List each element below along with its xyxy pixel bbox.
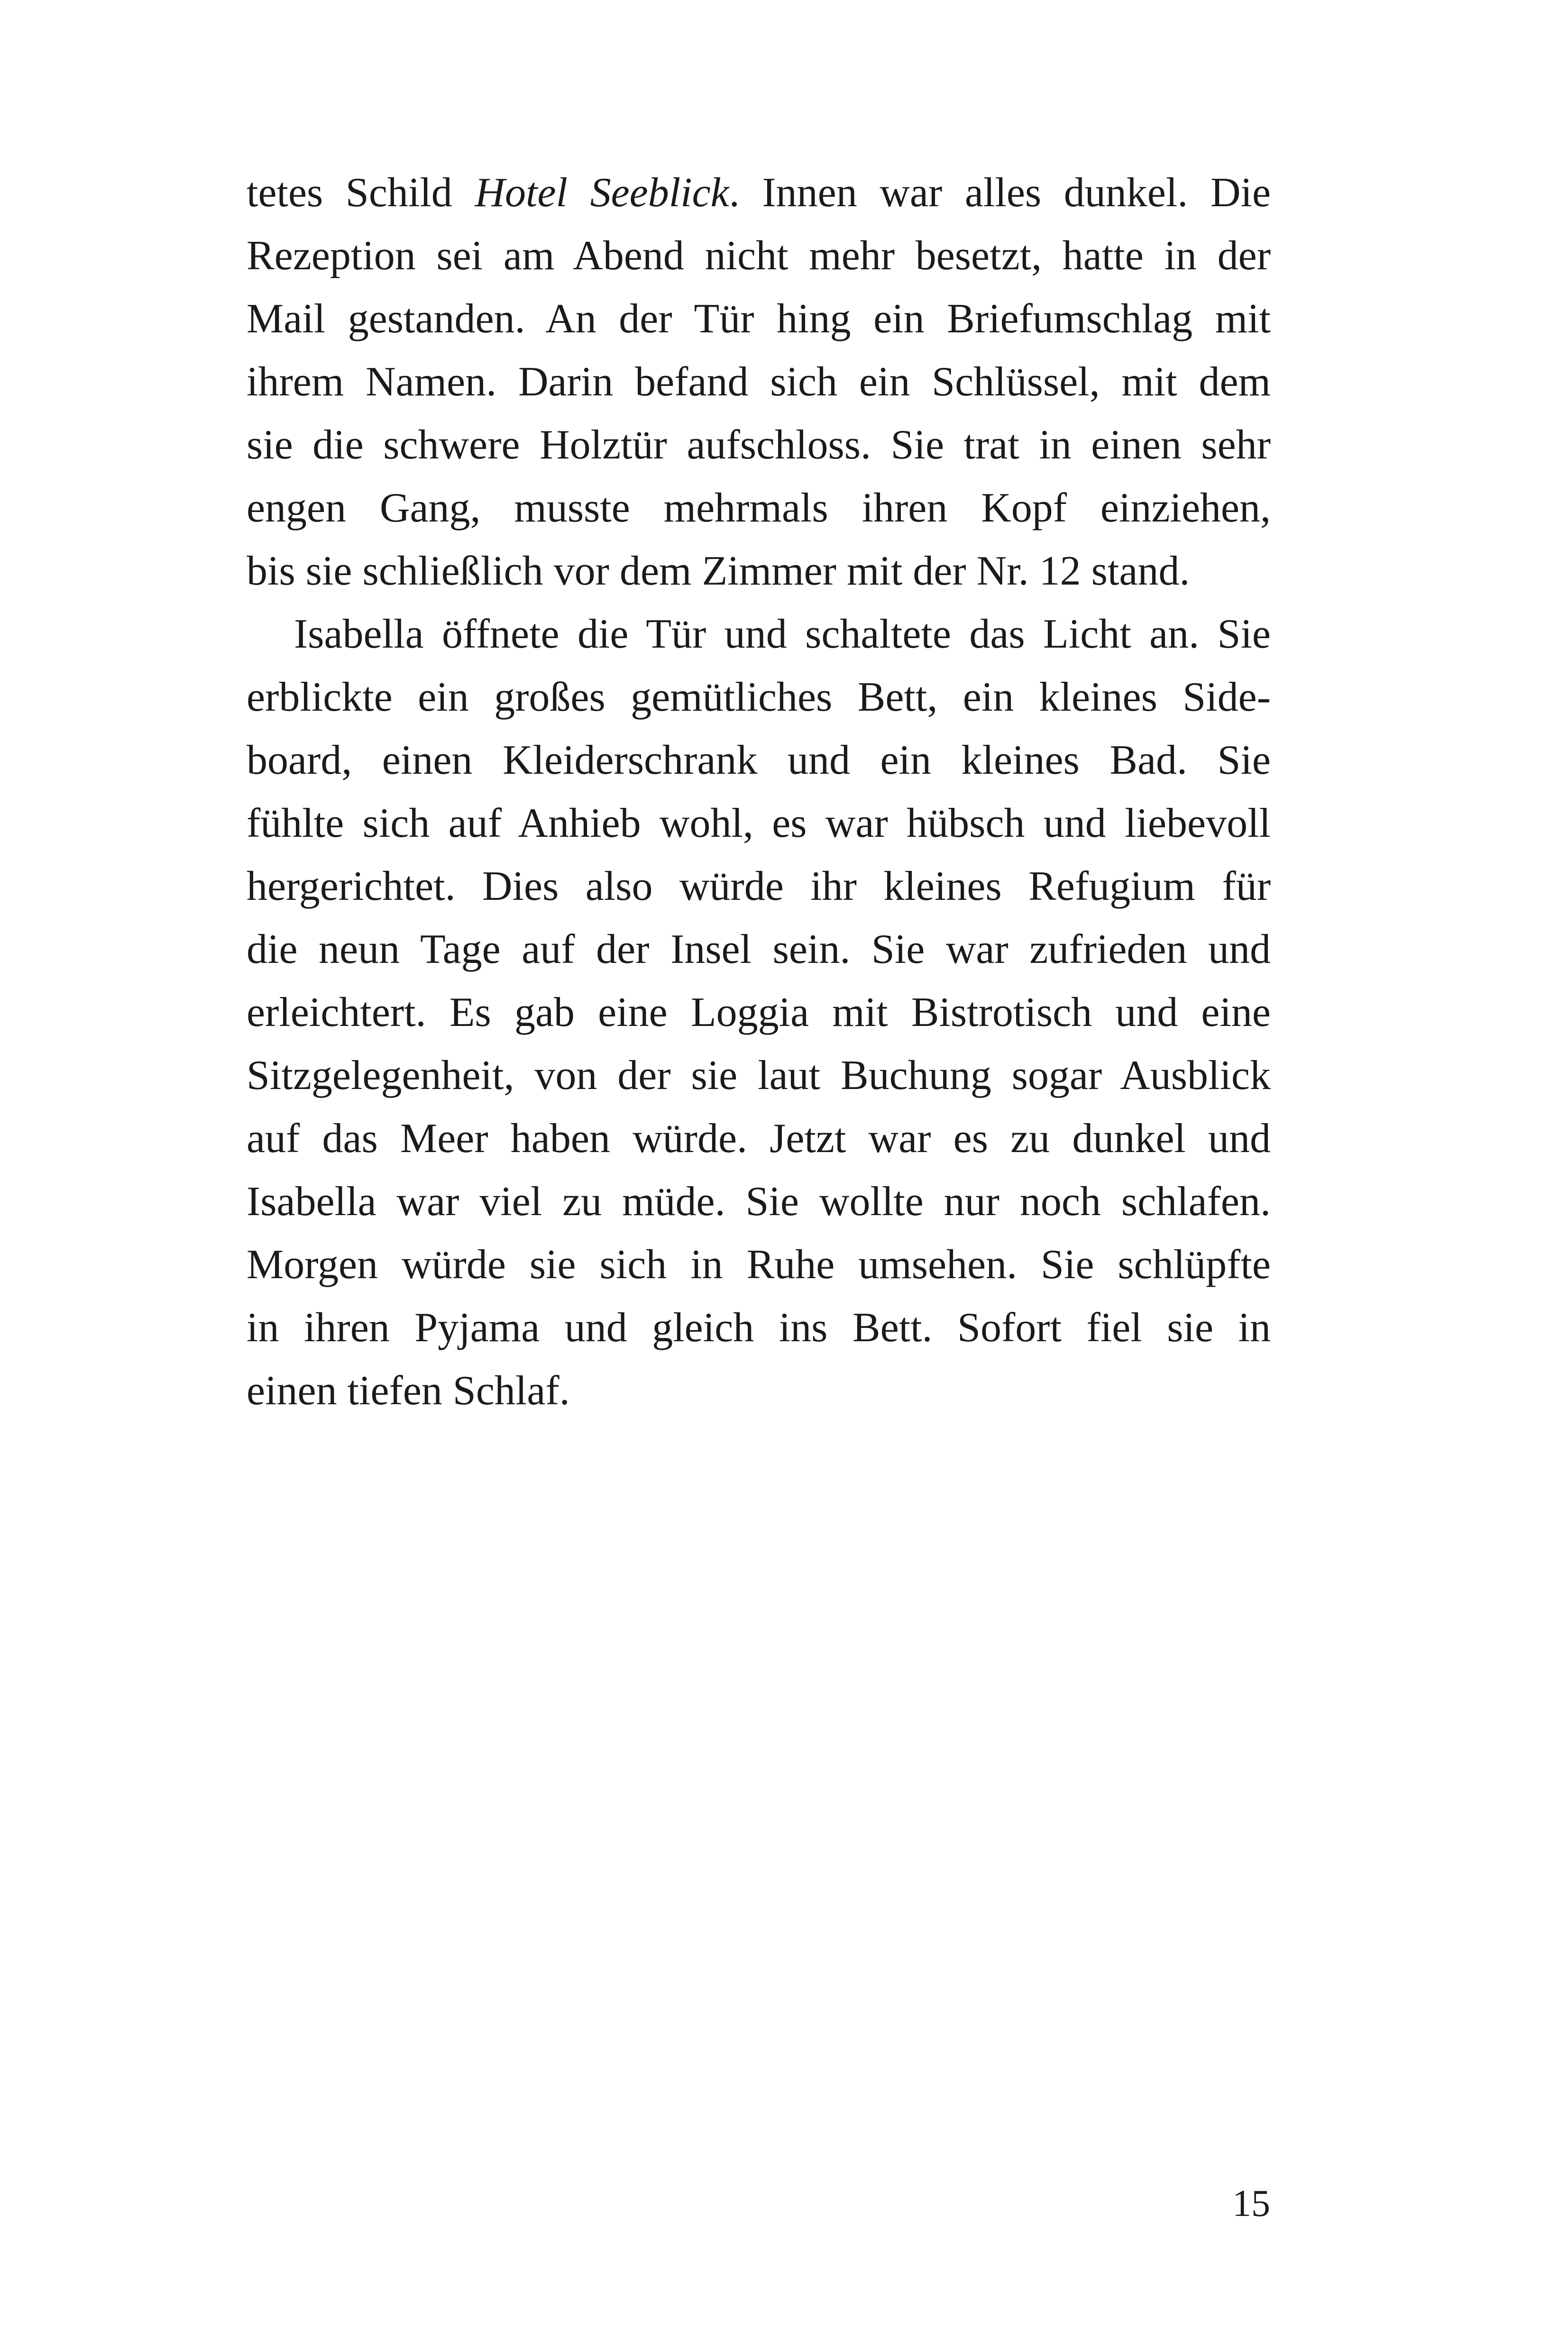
text-line: Mail gestanden. An der Tür hing ein Briefumschlag mit [247,296,1271,342]
line-segment: . Innen war alles dunkel. Die [729,170,1271,216]
text-line: erleichtert. Es gab eine Loggia mit Bistrotisch und eine [247,989,1271,1035]
text-line: board, einen Kleiderschrank und ein kleines Bad. Sie [247,737,1271,783]
text-line: sie die schwere Holztür aufschloss. Sie trat in einen sehr [247,422,1271,468]
text-line [247,161,1271,224]
text-line: auf das Meer haben würde. Jetzt war es zu dunkel und [247,1116,1271,1162]
paragraph-2 [247,603,1271,1422]
italic-hotel-name: Hotel Seeblick [475,170,729,216]
text-line: die neun Tage auf der Insel sein. Sie war zufrieden und [247,926,1271,972]
text-line: Sitzgelegenheit, von der sie laut Buchung sogar Ausblick [247,1052,1271,1098]
text-line: ihrem Namen. Darin befand sich ein Schlüssel, mit dem [247,359,1271,405]
text-line: Isabella war viel zu müde. Sie wollte nur noch schlafen. [247,1179,1271,1225]
text-line: einen tiefen Schlaf. [247,1368,570,1414]
page-number: 15 [1232,2183,1270,2224]
text-line: engen Gang, musste mehrmals ihren Kopf einziehen, [247,485,1271,531]
paragraph-1 [247,161,1271,603]
text-line: Isabella öffnete die Tür und schaltete das Licht an. Sie [294,611,1271,657]
text-line: fühlte sich auf Anhieb wohl, es war hübsch und liebevoll [247,800,1271,846]
line-segment: tetes Schild [247,170,475,216]
text-line: hergerichtet. Dies also würde ihr kleines Refugium für [247,863,1271,909]
text-line: bis sie schließlich vor dem Zimmer mit der Nr. 12 stand. [247,548,1190,594]
text-line: in ihren Pyjama und gleich ins Bett. Sofort fiel sie in [247,1305,1271,1351]
text-line: Rezeption sei am Abend nicht mehr besetzt, hatte in der [247,233,1271,279]
body-text [247,161,1271,1422]
text-line: erblickte ein großes gemütliches Bett, ein kleines Side- [247,674,1271,720]
text-line: Morgen würde sie sich in Ruhe umsehen. Sie schlüpfte [247,1242,1271,1288]
